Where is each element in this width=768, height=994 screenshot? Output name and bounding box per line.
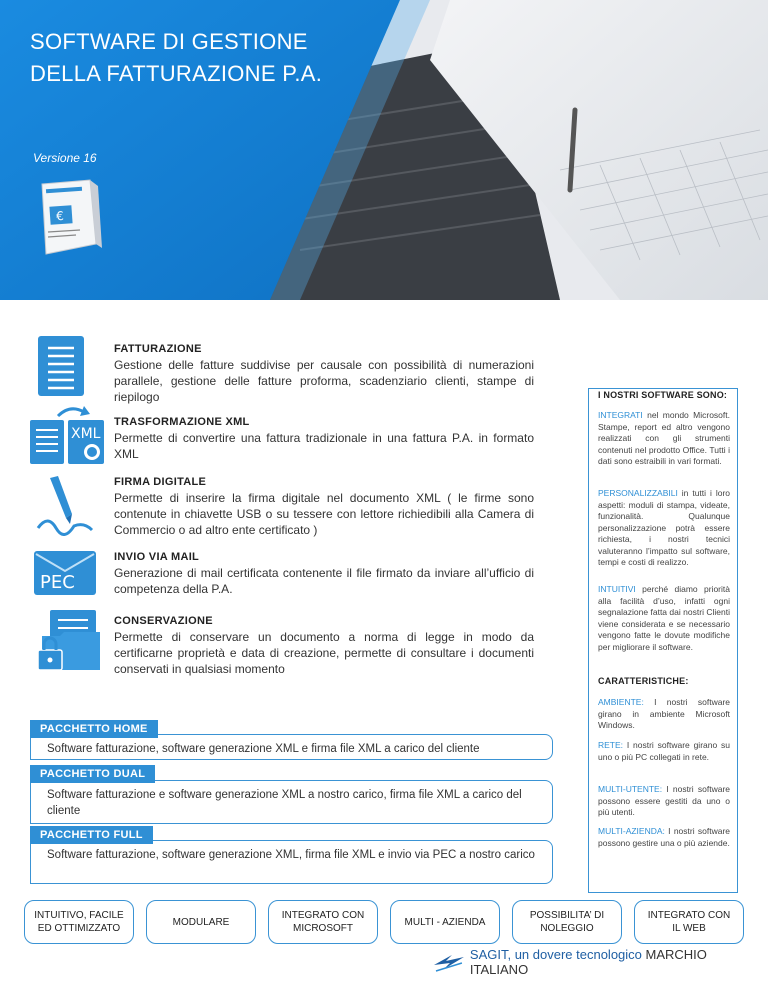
package-full-label: PACCHETTO FULL [30,826,153,844]
title-line-1: SOFTWARE DI GESTIONE [30,29,308,54]
characteristic-key: RETE: [598,740,624,750]
feature-description: Permette di inserire la firma digitale nel documento XML ( le firme sono contenute in chiavette USB o su tessere con lettore richiedibili alla Camera di Commercio o ad altro ente certificato ) [114,491,534,537]
characteristic-text: I nostri software possono gestire una o più aziende. [598,826,730,848]
feature-invio-via-mail [114,549,534,597]
characteristic-ambiente [598,697,730,732]
badge-modulare [146,900,256,944]
badge-line-1: POSSIBILITA’ DI [529,910,605,921]
badge-line-1: MULTI - AZIENDA [404,916,486,928]
characteristic-multi-utente [598,784,730,819]
characteristic-key: MULTI-UTENTE: [598,784,663,794]
badge-line-2: IL WEB [672,923,706,934]
package-home-label: PACCHETTO HOME [30,720,158,738]
sidebar-item-intuitivi [598,584,730,653]
pec-icon-label: PEC [40,572,75,593]
document-icon [38,336,84,396]
feature-description: Permette di conservare un documento a norma di legge in modo da certificarne proprietà e data di creazione, permette di consultare i documenti conservati in qualsiasi momento [114,630,534,676]
feature-description: Generazione di mail certificata contenente il file firmato da inviare all’ufficio di competenza della P.A. [114,566,534,596]
lock-folder-icon [36,610,102,674]
badge-noleggio [512,900,622,944]
badge-line-2: ED OTTIMIZZATO [37,923,121,934]
package-dual-box [30,780,553,824]
xml-transform-icon [30,404,106,466]
footer-brand [432,947,768,977]
feature-title: INVIO VIA MAIL [114,551,200,563]
package-description: Software fatturazione, software generazione XML e firma file XML a carico del cliente [47,743,480,755]
feature-firma-digitale [114,474,534,538]
badge-line-2: MICROSOFT [292,923,353,934]
sagit-logo-icon [432,951,466,973]
feature-title: FATTURAZIONE [114,343,202,355]
page-title [30,26,322,90]
feature-conservazione [114,613,534,677]
feature-title: FIRMA DIGITALE [114,476,207,488]
characteristic-key: MULTI-AZIENDA: [598,826,665,836]
brand-name: SAGIT, un dovere tecnologico [469,947,642,962]
sidebar-item-text: in tutti i loro aspetti: moduli di stampa, videate, funzionalità. Qualunque personalizzazione potrà essere richiesta, i nostri tecnici valuteranno l’impatto sul software, tempi e costi di realizzo. [598,488,730,567]
badge-line-1: INTUITIVO, FACILE [34,910,124,921]
feature-description: Permette di convertire una fattura tradizionale in una fattura P.A. in formato XML [114,431,534,461]
characteristic-key: AMBIENTE: [598,697,644,707]
badge-intuitivo [24,900,134,944]
badge-integrato-microsoft [268,900,378,944]
pec-mail-icon [34,551,96,595]
title-line-2: DELLA FATTURAZIONE P.A. [30,61,323,86]
characteristic-rete [598,740,730,763]
package-description: Software fatturazione e software generazione XML a nostro carico, firma file XML a carico del cliente [47,789,522,817]
characteristic-text: I nostri software possono essere gestiti da uno o più utenti. [598,784,730,817]
package-full-box [30,840,553,884]
hero-banner [0,0,768,300]
xml-icon-label: XML [71,426,101,442]
feature-fatturazione [114,341,534,405]
feature-trasformazione-xml [114,414,534,462]
pen-signature-icon [34,474,96,536]
badge-integrato-web [634,900,744,944]
feature-title: CONSERVAZIONE [114,615,213,627]
svg-text:€: € [55,208,65,224]
feature-title: TRASFORMAZIONE XML [114,416,250,428]
badge-line-1: INTEGRATO CON [281,910,365,921]
sidebar-item-key: INTUITIVI [598,584,636,594]
sidebar-heading-characteristics: CARATTERISTICHE: [598,676,689,686]
sidebar-item-personalizzabili [598,488,730,569]
product-box-image [36,178,102,258]
badge-multi-azienda [390,900,500,944]
characteristic-multi-azienda [598,826,730,849]
sidebar-item-integrati [598,410,730,468]
package-description: Software fatturazione, software generazione XML, firma file XML e invio via PEC a nostro carico [47,849,535,861]
badge-line-1: INTEGRATO CON [647,910,731,921]
sidebar-item-key: INTEGRATI [598,410,643,420]
badge-line-1: MODULARE [172,916,230,928]
badge-line-2: NOLEGGIO [540,923,594,934]
package-dual-label: PACCHETTO DUAL [30,765,155,783]
version-label: Versione 16 [33,151,97,165]
feature-description: Gestione delle fatture suddivise per causale con possibilità di numerazioni parallele, gestione delle fatture proforma, scadenziario clienti, stampe di riepilogo [114,358,534,404]
brand-tagline: MARCHIO ITALIANO [469,947,707,977]
characteristic-text: I nostri software girano in ambiente Microsoft Windows. [598,697,730,730]
sidebar-item-text: perché diamo priorità alla facilità d’uso, infatti ogni segnalazione fatta dai nostri Clienti viene considerata e se necessario vengono fatte le dovute modifiche per migliorare il software. [598,584,730,652]
sidebar-item-key: PERSONALIZZABILI [598,488,678,498]
characteristic-text: I nostri software girano su uno o più PC collegati in rete. [598,740,730,762]
sidebar-item-text: nel mondo Microsoft. Stampe, report ed altro vengono realizzati con gli strumenti contenuti nel prodotto Office. Tutti i dati sono estraibili in vari formati. [598,410,730,466]
sidebar-heading: I NOSTRI SOFTWARE SONO: [598,390,728,400]
